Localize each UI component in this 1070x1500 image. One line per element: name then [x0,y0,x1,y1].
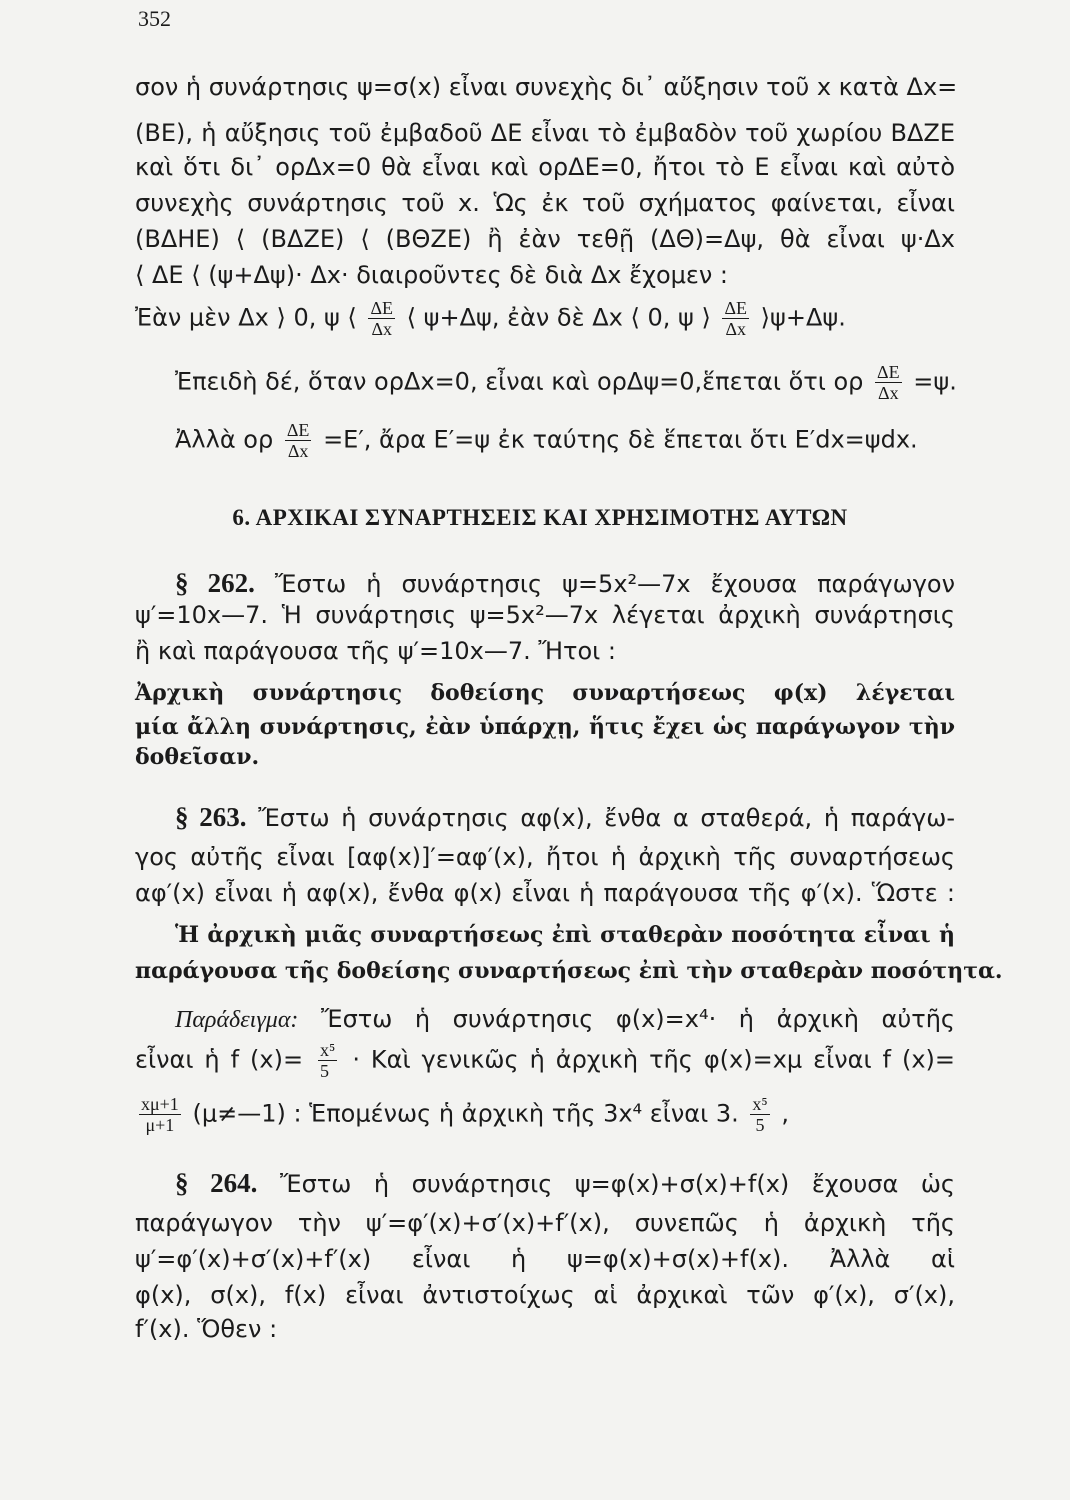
fraction-xmu-plus-1 [139,1094,181,1135]
fraction-de-dx-2 [722,298,749,339]
p262-definition-1: Ἀρχικὴ συνάρτησις δοθείσης συναρτήσεως φ(x) λέγεται [135,680,955,706]
text-line-1: σον ἡ συνάρτησις ψ=σ(x) εἶναι συνεχὴς δι᾽ αὔξησιν τοῦ x κατὰ Δx= [135,73,958,101]
p263-line-1 [175,802,955,833]
text-line-2: (ΒΕ), ἡ αὔξησις τοῦ ἐμβαδοῦ ΔΕ εἶναι τὸ ἐμβαδὸν τοῦ χωρίου ΒΔΖΕ [135,119,955,147]
text-line-3: καὶ ὅτι δι᾽ ορΔx=0 θὰ εἶναι καὶ ορΔΕ=0, ἤτοι τὸ Ε εἶναι καὶ αὐτὸ [135,153,955,181]
fraction-denominator: 5 [320,1061,330,1081]
fraction-x5-5 [318,1040,337,1081]
fraction-numerator: ΔΕ [286,420,310,440]
fraction-x5-5-b [750,1094,769,1135]
eq2-part-b: =ψ. [913,367,957,396]
fraction-denominator: Δx [878,383,899,403]
fraction-numerator: x⁵ [320,1040,336,1060]
ex2-part-a: εἶναι ἡ f (x)= [135,1045,304,1074]
equation-inequality [135,298,955,339]
p264-line-1 [175,1168,955,1199]
p264-line-5: f′(x). Ὅθεν : [135,1315,278,1343]
fraction-numerator: xμ+1 [141,1094,179,1114]
eq1-part-a: Ἐὰν μὲν Δx ⟩ 0, ψ ⟨ [135,303,357,332]
paragraph-mark-264: § 264. [175,1168,258,1198]
fraction-de-dx [368,298,395,339]
paragraph-mark-263: § 263. [175,802,247,832]
p264-line-4: φ(x), σ(x), f(x) εἶναι ἀντιστοίχως αἱ ἀρχικαὶ τῶν φ′(x), σ′(x), [135,1281,955,1309]
p263-example-line-3 [135,1094,955,1135]
equation-limit [175,362,955,403]
p263-line-3: αφ′(x) εἶναι ἡ αφ(x), ἔνθα φ(x) εἶναι ἡ παράγουσα τῆς φ′(x). Ὥστε : [135,879,955,907]
paragraph-mark-262: § 262. [175,568,255,598]
p262-line-2: ψ′=10x—7. Ἡ συνάρτησις ψ=5x²—7x λέγεται ἀρχικὴ συνάρτησις [135,601,955,629]
eq2-part-a: Ἐπειδὴ δέ, ὅταν ορΔx=0, εἶναι καὶ ορΔψ=0,ἕπεται ὅτι ορ [175,367,864,396]
fraction-denominator: 5 [755,1115,765,1135]
fraction-denominator: Δx [725,319,747,339]
p263-rule-1: Ἡ ἀρχικὴ μιᾶς συναρτήσεως ἐπὶ σταθερὰν ποσότητα εἶναι ἡ [175,922,955,948]
text-line-6: ⟨ ΔΕ ⟨ (ψ+Δψ)· Δx· διαιροῦντες δὲ διὰ Δx ἔχομεν : [135,261,729,289]
fraction-denominator: μ+1 [145,1115,175,1135]
example-text: Ἔστω ἡ συνάρτησις φ(x)=x⁴· ἡ ἀρχικὴ αὐτῆς [321,1005,955,1033]
example-label: Παράδειγμα: [175,1007,299,1033]
fraction-de-dx-3 [875,362,902,403]
p263-rule-2: παράγουσα τῆς δοθείσης συναρτήσεως ἐπὶ τὴν σταθερὰν ποσότητα. [135,958,1003,984]
fraction-numerator: ΔΕ [724,298,748,318]
p264-text-1: Ἔστω ἡ συνάρτησις ψ=φ(x)+σ(x)+f(x) ἔχουσα ὡς [280,1170,956,1198]
p263-example-line [175,1004,955,1035]
fraction-numerator: ΔΕ [370,298,394,318]
eq3-part-b: =Ε′, ἄρα Ε′=ψ ἐκ ταύτης δὲ ἕπεται ὅτι Ε′dx=ψdx. [323,425,918,454]
p264-line-3: ψ′=φ′(x)+σ′(x)+f′(x) εἶναι ἡ ψ=φ(x)+σ(x)+f(x). Ἀλλὰ αἱ [135,1245,955,1273]
p262-definition-3: δοθεῖσαν. [135,744,260,770]
p262-line-3: ἢ καὶ παράγουσα τῆς ψ′=10x—7. Ἤτοι : [135,637,616,665]
fraction-numerator: x⁵ [752,1094,768,1114]
text-line-4: συνεχὴς συνάρτησις τοῦ x. Ὡς ἐκ τοῦ σχήματος φαίνεται, εἶναι [135,189,955,217]
equation-derivative [175,420,955,461]
p263-text-1: Ἔστω ἡ συνάρτησις αφ(x), ἔνθα α σταθερά, ἡ παράγω- [258,804,955,832]
ex3-part-b: , [781,1099,789,1128]
section-heading: 6. ΑΡΧΙΚΑΙ ΣΥΝΑΡΤΗΣΕΙΣ ΚΑΙ ΧΡΗΣΙΜΟΤΗΣ ΑΥΤΩΝ [232,505,848,530]
page-number: 352 [138,6,171,31]
eq3-part-a: Ἀλλὰ ορ [175,425,274,454]
eq1-part-b: ⟨ ψ+Δψ, ἐὰν δὲ Δx ⟨ 0, ψ ⟩ [406,303,711,332]
ex2-part-b: · Καὶ γενικῶς ἡ ἀρχικὴ τῆς φ(x)=xμ εἶναι f (x)= [352,1045,956,1074]
text-line-5: (ΒΔΗΕ) ⟨ (ΒΔΖΕ) ⟨ (ΒΘΖΕ) ἢ ἐὰν τεθῇ (ΔΘ)=Δψ, θὰ εἶναι ψ·Δx [135,225,955,253]
p264-line-2: παράγωγον τὴν ψ′=φ′(x)+σ′(x)+f′(x), συνεπῶς ἡ ἀρχικὴ τῆς [135,1209,955,1237]
fraction-de-dx-4 [285,420,312,461]
eq1-part-c: ⟩ψ+Δψ. [760,303,846,332]
fraction-denominator: Δx [287,441,309,461]
p262-line-1 [175,568,955,599]
fraction-denominator: Δx [371,319,393,339]
p263-line-2: γος αὐτῆς εἶναι [αφ(x)]′=αφ′(x), ἤτοι ἡ ἀρχικὴ τῆς συναρτήσεως [135,843,955,871]
fraction-numerator: ΔΕ [877,362,900,382]
ex3-part-a: (μ≠—1) : Ἑπομένως ἡ ἀρχικὴ τῆς 3x⁴ εἶναι 3. [192,1099,739,1128]
p262-definition-2: μία ἄλλη συνάρτησις, ἐὰν ὑπάρχῃ, ἥτις ἔχει ὡς παράγωγον τὴν [135,714,955,740]
p262-text-1: Ἔστω ἡ συνάρτησις ψ=5x²—7x ἔχουσα παράγωγον [274,570,955,598]
p263-example-line-2 [135,1040,955,1081]
